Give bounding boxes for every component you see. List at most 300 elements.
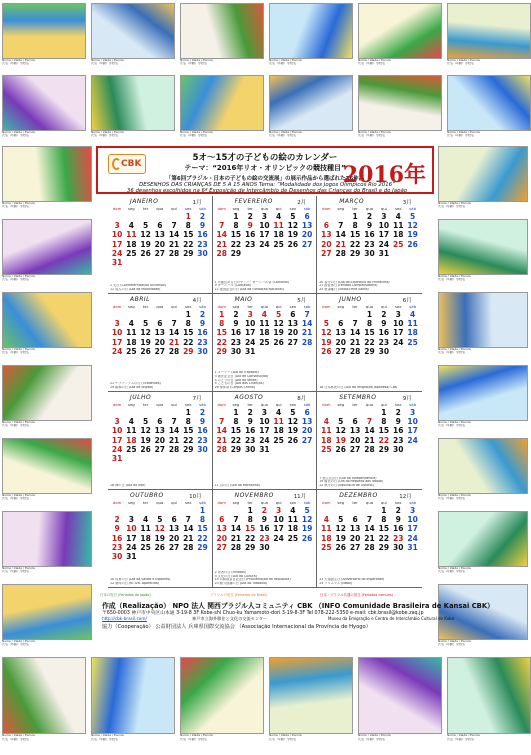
day-cell: 18 (287, 524, 299, 534)
day-cell: 3 (114, 221, 120, 231)
day-cell: 29 (230, 444, 242, 454)
artwork-caption-name: Nome / Idade / Escola (447, 130, 480, 134)
day-cell: 27 (349, 542, 361, 552)
day-cell: 28 (183, 542, 194, 552)
day-cell: 4 (276, 408, 282, 417)
artwork-caption-jp: 氏名（年齢）学校名 (91, 134, 119, 138)
month-name-pt: JUNHO (339, 296, 362, 303)
day-cell: 26 (140, 444, 151, 454)
weekday-label: ter (247, 304, 253, 309)
artwork-tile (269, 3, 353, 71)
day-cell: 5 (157, 515, 163, 525)
artwork-caption-name: Nome / Idade / Escola (438, 639, 471, 643)
artwork-drawing (269, 75, 353, 131)
day-cell: 20 (349, 533, 361, 543)
week-row (110, 436, 210, 445)
day-cell (153, 454, 167, 463)
weekday-label: dom (112, 500, 122, 505)
day-cell: 18 (393, 230, 404, 240)
artwork-caption-name: Nome / Idade / Escola (180, 58, 213, 62)
artwork-drawing (358, 657, 442, 734)
day-cell: 7 (171, 319, 177, 329)
day-cell: 27 (287, 337, 299, 347)
day-cell: 9 (199, 221, 206, 231)
day-cell (153, 552, 167, 561)
holiday-note: 29 昭和の日 (Dia de Showa) (110, 386, 154, 390)
day-cell: 8 (247, 515, 253, 525)
day-cell: 27 (216, 542, 227, 552)
week-row (215, 506, 315, 515)
weekday-label: qui (171, 206, 177, 211)
day-cell: 9 (395, 515, 401, 525)
day-cell: 11 (287, 515, 299, 525)
day-cell (215, 408, 229, 417)
day-cell: 10 (273, 515, 284, 525)
day-cell: 13 (216, 524, 227, 534)
day-cell (257, 249, 271, 258)
weekday-label: dom (322, 402, 331, 407)
week-row (319, 221, 420, 230)
day-cell: 29 (183, 248, 194, 258)
day-cell: 24 (273, 533, 284, 543)
artwork-caption (91, 734, 175, 751)
day-cell: 6 (157, 221, 163, 231)
day-cell: 26 (335, 542, 346, 552)
artwork-caption (269, 734, 353, 751)
holiday-note: 3 文化の日 (Dia da Cultura) (214, 574, 257, 578)
header-subtitle: 「第6回ブラジル・日本の子どもの絵の交流展」の展示作品から選ばれた36作品 (165, 176, 365, 182)
footer-cooperation: 協力（Cooperação） 公益財団法人 兵庫県国際交流協会 （Associação Internacional da Província de Hyogo） (102, 624, 371, 630)
day-cell: 13 (349, 426, 361, 436)
week-row (110, 249, 210, 258)
weekday-label: dom (322, 304, 331, 309)
day-cell: 21 (301, 328, 313, 338)
artwork-caption-name: Nome / Idade / Escola (438, 493, 471, 497)
day-cell (272, 347, 286, 356)
artwork-caption (2, 734, 86, 751)
artwork-tile (2, 3, 86, 71)
weekday-label: sex (395, 500, 402, 505)
month-junho (317, 294, 422, 392)
day-cell: 19 (287, 426, 299, 436)
month-name-jp: 6月 (402, 298, 412, 304)
artwork-drawing (91, 75, 175, 131)
month-name-pt: SETEMBRO (339, 394, 377, 401)
artwork-drawing (447, 3, 531, 59)
artwork-tile (269, 657, 353, 751)
day-cell: 21 (230, 533, 242, 543)
holiday-note: 10 体育の日 (Dia da Saúde e Esportes) (110, 578, 171, 582)
day-cell: 17 (407, 426, 418, 436)
weekday-label: dom (217, 402, 226, 407)
day-cell: 9 (199, 319, 206, 329)
day-cell: 18 (259, 328, 270, 338)
day-cell: 8 (233, 417, 239, 427)
day-cell: 17 (273, 524, 284, 534)
artwork-drawing (358, 75, 442, 131)
day-cell: 8 (366, 319, 373, 329)
day-cell: 1 (233, 408, 239, 417)
weekday-label: qui (275, 304, 282, 309)
artwork-caption (2, 348, 92, 360)
month-name-jp: 7月 (192, 396, 202, 402)
day-cell: 9 (381, 319, 387, 329)
day-cell (195, 454, 209, 463)
day-cell: 18 (273, 426, 284, 436)
month-name-jp: 2月 (297, 200, 307, 206)
week-row (319, 347, 420, 356)
artwork-caption (438, 421, 528, 433)
day-cell: 7 (219, 221, 225, 231)
day-cell: 2 (199, 408, 206, 417)
day-cell (319, 408, 333, 417)
week-row (110, 454, 210, 463)
day-cell: 5 (338, 515, 344, 525)
week-row (110, 328, 210, 337)
footer-organizer: 作成（Realização） NPO 法人 関西ブラジル人コミュニティ CBK （INFO Comunidade Brasileira de Kansai CBK） (102, 602, 494, 610)
day-cell: 4 (128, 319, 134, 329)
day-cell: 1 (381, 408, 387, 417)
artwork-caption-name: Nome / Idade / Escola (2, 420, 35, 424)
weekday-label: sex (185, 206, 192, 211)
day-cell: 12 (140, 328, 151, 338)
day-cell: 25 (393, 239, 404, 249)
day-cell: 20 (154, 337, 166, 347)
day-cell: 12 (140, 230, 151, 240)
week-row (215, 426, 315, 435)
day-cell: 15 (364, 328, 375, 338)
weekday-label: sáb (199, 304, 206, 309)
day-cell: 1 (233, 212, 239, 221)
day-cell: 21 (216, 435, 227, 445)
holiday-legend (100, 592, 430, 598)
day-cell: 30 (111, 551, 123, 561)
day-cell: 29 (197, 542, 208, 552)
day-cell: 21 (168, 239, 180, 249)
day-cell: 25 (140, 542, 151, 552)
month-name-jp: 10月 (189, 494, 202, 500)
day-cell: 31 (407, 542, 418, 552)
day-cell: 24 (259, 435, 270, 445)
day-cell: 10 (244, 319, 256, 329)
day-cell: 9 (261, 515, 268, 525)
week-row (319, 338, 420, 347)
day-cell: 7 (233, 515, 239, 525)
week-row (215, 543, 315, 552)
day-cell: 26 (287, 239, 299, 249)
day-cell: 12 (301, 515, 313, 525)
artwork-caption-jp: 氏名（年齢）学校名 (447, 737, 475, 741)
day-cell: 31 (378, 248, 390, 258)
legend-brazil-holidays: ブラジルの祝日 (Feriados do Brasil) (210, 593, 268, 597)
day-cell: 22 (197, 533, 208, 543)
day-cell: 30 (197, 444, 208, 454)
day-cell: 10 (259, 417, 270, 427)
day-cell (195, 552, 209, 561)
month-name-pt: OUTUBRO (130, 492, 164, 499)
weekday-label: sex (289, 402, 297, 407)
day-cell: 19 (273, 328, 284, 338)
day-cell: 6 (157, 417, 163, 427)
artwork-caption-name: Nome / Idade / Escola (269, 130, 302, 134)
day-cell (215, 506, 229, 515)
week-row (110, 445, 210, 454)
day-cell: 29 (364, 346, 375, 356)
weekday-label: qua (260, 304, 268, 309)
day-cell: 31 (111, 453, 123, 463)
day-cell: 27 (321, 248, 332, 258)
weekday-label: seg (127, 402, 135, 407)
week-row (110, 258, 210, 267)
day-cell: 18 (321, 533, 332, 543)
day-cell: 10 (378, 221, 390, 231)
artwork-tile (180, 657, 264, 751)
weekday-label: sáb (303, 206, 311, 211)
week-row (215, 221, 315, 230)
day-cell: 15 (183, 230, 194, 240)
day-cell: 6 (304, 408, 310, 417)
month-title (319, 197, 420, 206)
day-cell: 11 (407, 319, 418, 329)
day-cell: 2 (395, 408, 401, 417)
day-cell (348, 310, 362, 319)
day-cell: 7 (304, 310, 310, 319)
day-cell: 29 (378, 444, 390, 454)
artwork-tile (2, 438, 92, 506)
artwork-tile (2, 584, 92, 652)
day-cell: 16 (197, 230, 208, 240)
day-cell: 9 (233, 319, 239, 329)
day-cell: 17 (244, 328, 256, 338)
day-cell: 3 (261, 212, 268, 221)
artwork-drawing (2, 438, 92, 494)
day-cell: 8 (381, 417, 387, 427)
day-cell (124, 212, 138, 221)
holiday-notes (215, 281, 315, 292)
artwork-caption (91, 131, 175, 143)
day-cell: 9 (247, 417, 253, 427)
day-cell: 6 (290, 310, 296, 319)
artwork-caption-jp: 氏名（年齢）学校名 (2, 643, 30, 647)
month-fevereiro (213, 196, 318, 294)
artwork-tile (2, 511, 92, 579)
weekday-label: sex (395, 206, 402, 211)
day-cell: 19 (407, 230, 418, 240)
footer-website-link[interactable]: http://cbk-brasil.com/ (102, 616, 147, 621)
day-cell: 4 (128, 417, 134, 427)
day-cell: 30 (197, 248, 208, 258)
month-name-jp: 1月 (192, 200, 202, 206)
day-cell: 15 (244, 524, 256, 534)
artwork-drawing (91, 657, 175, 734)
day-cell: 1 (366, 310, 373, 319)
day-cell: 15 (183, 328, 194, 338)
artwork-caption-name: Nome / Idade / Escola (269, 58, 302, 62)
day-cell: 28 (335, 248, 346, 258)
weekday-label: ter (142, 304, 149, 309)
artwork-caption (447, 59, 531, 71)
artwork-drawing (180, 3, 264, 59)
holiday-notes (215, 571, 315, 586)
day-cell: 16 (244, 426, 256, 436)
day-cell: 3 (276, 506, 282, 515)
day-cell: 21 (168, 435, 180, 445)
holiday-note: 11 建国記念の日 (Dia da Fundação Nacional) (214, 288, 284, 292)
month-maio (213, 294, 318, 392)
weekday-label: qua (260, 500, 268, 505)
weekday-label: sex (395, 402, 402, 407)
artwork-tile (358, 75, 442, 143)
day-cell: 5 (276, 310, 282, 319)
day-cell (391, 249, 405, 258)
day-cell: 17 (393, 328, 404, 338)
week-row (215, 436, 315, 445)
day-cell: 23 (393, 533, 404, 543)
day-cell (243, 249, 257, 258)
day-cell: 20 (168, 533, 180, 543)
day-cell: 29 (216, 346, 227, 356)
artwork-caption-name: Nome / Idade / Escola (358, 734, 391, 738)
footer-address: 〒650-0003 神戸市中央区山本通 3-19-8 3F Kobe-shi Chuo-ku Yamamoto-dori 3-19-8-3F Tel 078-222-5350 e-mail: cbk.brasil@kobe.zaq.jp (102, 611, 424, 616)
day-cell: 15 (349, 230, 361, 240)
day-cell: 14 (364, 426, 375, 436)
day-cell: 8 (381, 515, 387, 525)
day-cell: 1 (352, 212, 358, 221)
month-name-pt: ABRIL (130, 296, 151, 303)
week-row (319, 515, 420, 524)
weekday-label: dom (322, 206, 331, 211)
day-cell: 13 (335, 328, 346, 338)
day-cell: 8 (185, 417, 191, 427)
artwork-tile (2, 365, 92, 433)
week-row (319, 310, 420, 319)
week-row (110, 552, 210, 561)
week-row (215, 328, 315, 337)
day-cell: 17 (111, 337, 123, 347)
artwork-caption-jp: 氏名（年齢）学校名 (2, 205, 30, 209)
day-cell: 1 (199, 506, 206, 515)
week-row (110, 347, 210, 356)
artwork-caption-name: Nome / Idade / Escola (91, 58, 124, 62)
day-cell: 12 (154, 524, 166, 534)
day-cell: 25 (126, 248, 137, 258)
day-cell: 16 (244, 230, 256, 240)
day-cell: 5 (142, 221, 149, 231)
day-cell: 21 (349, 337, 361, 347)
artwork-caption-jp: 氏名（年齢）学校名 (447, 62, 475, 66)
day-cell: 14 (349, 328, 361, 338)
month-name-jp: 12月 (399, 494, 412, 500)
artwork-drawing (180, 75, 264, 131)
day-cell (138, 454, 152, 463)
holiday-notes (110, 284, 210, 292)
weekday-label: seg (127, 304, 135, 309)
month-title (215, 491, 315, 500)
day-cell: 29 (378, 542, 390, 552)
holiday-notes (319, 578, 419, 586)
weekday-label: sáb (303, 500, 311, 505)
day-cell: 17 (259, 230, 270, 240)
day-cell: 6 (171, 515, 177, 525)
weekday-label: seg (337, 304, 345, 309)
week-row (110, 543, 210, 552)
day-cell (138, 506, 152, 515)
day-cell: 30 (364, 248, 375, 258)
weekday-label: sáb (199, 500, 206, 505)
artwork-caption-jp: 氏名（年齢）学校名 (180, 134, 208, 138)
cbk-logo-text: CBK (121, 159, 142, 169)
day-cell: 10 (111, 426, 123, 436)
day-cell (153, 310, 167, 319)
day-cell: 4 (261, 310, 268, 319)
weekday-label: qui (275, 206, 282, 211)
day-cell: 7 (366, 515, 373, 525)
day-cell: 21 (183, 533, 194, 543)
artwork-caption-jp: 氏名（年齢）学校名 (447, 134, 475, 138)
day-cell: 22 (183, 435, 194, 445)
artwork-caption (358, 131, 442, 143)
day-cell (319, 212, 333, 221)
weekday-label: ter (142, 500, 149, 505)
day-cell: 25 (259, 337, 270, 347)
day-cell: 30 (244, 444, 256, 454)
day-cell: 6 (323, 221, 329, 231)
day-cell (300, 445, 314, 454)
weekday-label: ter (247, 206, 253, 211)
week-row (319, 543, 420, 552)
week-row (110, 515, 210, 524)
day-cell: 2 (233, 310, 239, 319)
day-cell (167, 552, 181, 561)
week-row (110, 506, 210, 515)
month-name-pt: MARÇO (339, 198, 365, 205)
weekday-label: dom (217, 206, 226, 211)
artwork-drawing (438, 365, 528, 421)
holiday-note: 15 共和国宣言記念日 (Proclamação da República) (214, 578, 291, 582)
artwork-caption-jp: 氏名（年齢）学校名 (2, 497, 30, 501)
day-cell: 24 (111, 444, 123, 454)
week-row (319, 436, 420, 445)
weekday-label: ter (142, 402, 149, 407)
artwork-drawing (2, 584, 92, 640)
day-cell: 13 (287, 319, 299, 329)
header-year: 2016年 (342, 162, 426, 188)
weekday-label: qui (275, 500, 282, 505)
artwork-caption-name: Nome / Idade / Escola (438, 274, 471, 278)
month-julho (108, 392, 213, 490)
day-cell (167, 454, 181, 463)
artwork-tile (438, 146, 528, 214)
day-cell (334, 310, 348, 319)
week-row (215, 445, 315, 454)
artwork-caption-name: Nome / Idade / Escola (358, 130, 391, 134)
month-name-jp: 9月 (402, 396, 412, 402)
weekday-label: sáb (303, 304, 311, 309)
week-row (215, 240, 315, 249)
artwork-tile (438, 365, 528, 433)
day-cell: 24 (407, 533, 418, 543)
weekday-label: qui (380, 304, 387, 309)
day-cell: 10 (393, 319, 404, 329)
day-cell: 17 (259, 426, 270, 436)
artwork-tile (2, 292, 92, 360)
day-cell: 31 (244, 346, 256, 356)
day-cell: 28 (168, 444, 180, 454)
day-cell: 16 (378, 328, 390, 338)
artwork-tile (447, 75, 531, 143)
day-cell (124, 408, 138, 417)
artwork-caption (269, 59, 353, 71)
